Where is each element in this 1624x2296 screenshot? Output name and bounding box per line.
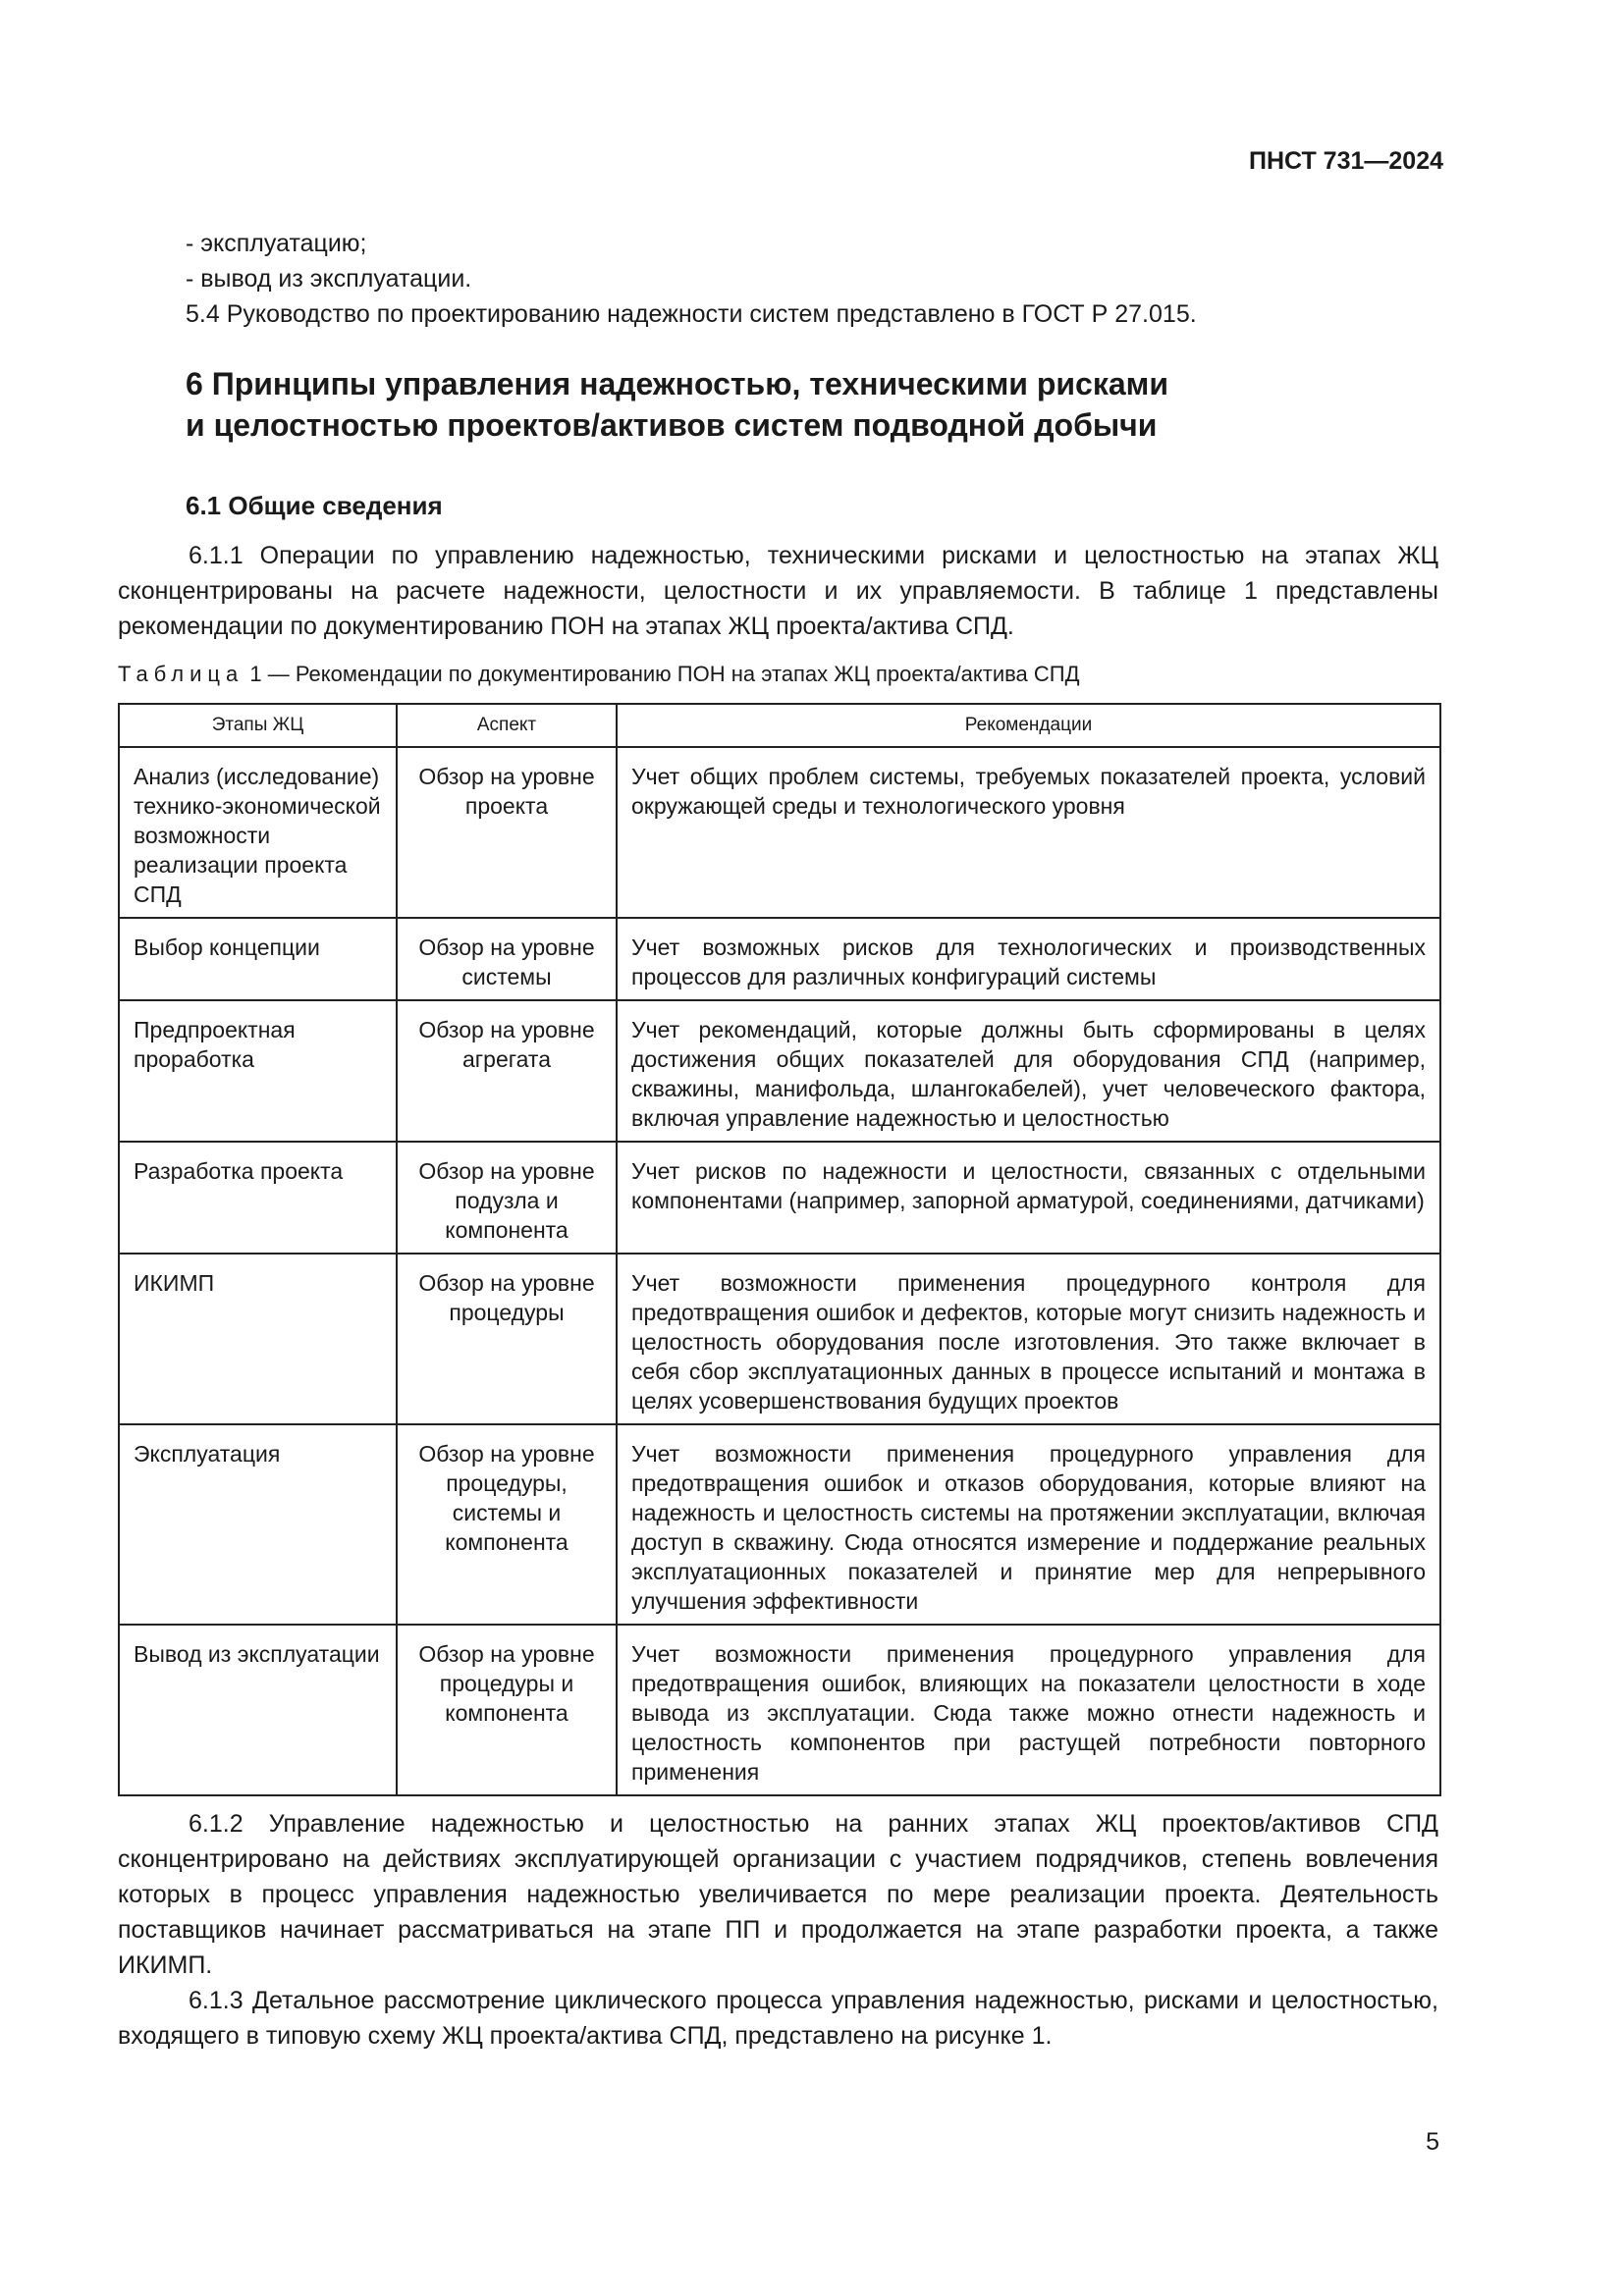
stage-cell: Эксплуатация: [119, 1424, 397, 1625]
recommendation-cell: Учет общих проблем системы, требуемых показателей проекта, условий окружающей среды и технологического уровня: [617, 747, 1440, 918]
aspect-cell: Обзор на уровне системы: [397, 918, 617, 1000]
aspect-cell: Обзор на уровне подузла и компонента: [397, 1142, 617, 1254]
table-row: [119, 1625, 1440, 1795]
table-header-row: [119, 704, 1440, 747]
table-container: [118, 703, 1439, 1796]
aspect-cell: Обзор на уровне процедуры, системы и компонента: [397, 1424, 617, 1625]
stage-cell: Разработка проекта: [119, 1142, 397, 1254]
table-row: [119, 1254, 1440, 1424]
table-row: [119, 1000, 1440, 1142]
table-row: [119, 1142, 1440, 1254]
stage-cell: Выбор концепции: [119, 918, 397, 1000]
paragraph-6-1-2: 6.1.2 Управление надежностью и целостностью на ранних этапах ЖЦ проектов/активов СПД сконцентрировано на действиях эксплуатирующей организации с участием подрядчиков, степень вовлечения которых в процесс управления надежностью увеличивается по мере реализации проекта. Деятельность поставщиков начинает рассматриваться на этапе ПП и продолжается на этапе разработки проекта, а также ИКИМП.: [118, 1810, 1438, 1979]
intro-line: 5.4 Руководство по проектированию надежности систем представлено в ГОСТ Р 27.015.: [186, 300, 1197, 328]
aspect-cell: Обзор на уровне процедуры и компонента: [397, 1625, 617, 1795]
intro-line: - вывод из эксплуатации.: [186, 265, 472, 293]
stage-cell: Вывод из эксплуатации: [119, 1625, 397, 1795]
section-title-line: и целостностью проектов/активов систем подводной добычи: [186, 407, 1158, 443]
recommendation-cell: Учет возможности применения процедурного управления для предотвращения ошибок и отказов оборудования, которые влияют на надежность и целостность системы на протяжении эксплуатации, включая доступ в скважину. Сюда относятся измерение и поддержание реальных эксплуатационных показателей и принятие мер для непрерывного улучшения эффективности: [617, 1424, 1440, 1625]
table-caption-label: Таблица: [118, 662, 244, 686]
page-number: 5: [1426, 2128, 1439, 2156]
table-caption-text: 1 — Рекомендации по документированию ПОН на этапах ЖЦ проекта/актива СПД: [244, 662, 1080, 686]
table-row: [119, 747, 1440, 918]
recommendation-cell: Учет рекомендаций, которые должны быть сформированы в целях достижения общих показателей для оборудования СПД (например, скважины, манифольда, шлангокабелей), учет человеческого фактора, включая управление надежностью и целостностью: [617, 1000, 1440, 1142]
body-after-table: [118, 1806, 1438, 2054]
section-title-line: 6 Принципы управления надежностью, техническими рисками: [186, 366, 1168, 401]
stage-cell: Предпроектная проработка: [119, 1000, 397, 1142]
aspect-cell: Обзор на уровне проекта: [397, 747, 617, 918]
recommendation-cell: Учет возможности применения процедурного управления для предотвращения ошибок, влияющих на показатели целостности в ходе вывода из эксплуатации. Сюда также можно отнести надежность и целостность компонентов при растущей потребности повторного применения: [617, 1625, 1440, 1795]
header-stage: Этапы ЖЦ: [119, 704, 397, 747]
paragraph-6-1-1: 6.1.1 Операции по управлению надежностью, техническими рисками и целостностью на этапах ЖЦ сконцентрированы на расчете надежности, целостности и их управляемости. В таблице 1 представлены рекомендации по документированию ПОН на этапах ЖЦ проекта/актива СПД.: [118, 542, 1438, 640]
aspect-cell: Обзор на уровне агрегата: [397, 1000, 617, 1142]
intro-line: - эксплуатацию;: [186, 230, 367, 257]
paragraph-6-1-3: 6.1.3 Детальное рассмотрение циклического процесса управления надежностью, рисками и целостностью, входящего в типовую схему ЖЦ проекта/актива СПД, представлено на рисунке 1.: [118, 1987, 1438, 2050]
recommendation-cell: Учет рисков по надежности и целостности, связанных с отдельными компонентами (например, запорной арматурой, соединениями, датчиками): [617, 1142, 1440, 1254]
header-aspect: Аспект: [397, 704, 617, 747]
table-row: [119, 1424, 1440, 1625]
subsection-title: 6.1 Общие сведения: [186, 491, 443, 520]
stage-cell: Анализ (исследование) технико-экономической возможности реализации проекта СПД: [119, 747, 397, 918]
section-title: [186, 363, 1462, 446]
header-recommendations: Рекомендации: [617, 704, 1440, 747]
stage-cell: ИКИМП: [119, 1254, 397, 1424]
recommendation-cell: Учет возможности применения процедурного контроля для предотвращения ошибок и дефектов, которые могут снизить надежность и целостность оборудования после изготовления. Это также включает в себя сбор эксплуатационных данных в процессе испытаний и монтажа в целях усовершенствования будущих проектов: [617, 1254, 1440, 1424]
recommendations-table: [118, 703, 1441, 1796]
document-code: ПНСТ 731—2024: [1249, 147, 1443, 175]
table-caption: [118, 662, 1080, 687]
aspect-cell: Обзор на уровне процедуры: [397, 1254, 617, 1424]
recommendation-cell: Учет возможных рисков для технологических и производственных процессов для различных конфигураций системы: [617, 918, 1440, 1000]
intro-list: [186, 226, 1442, 332]
table-row: [119, 918, 1440, 1000]
